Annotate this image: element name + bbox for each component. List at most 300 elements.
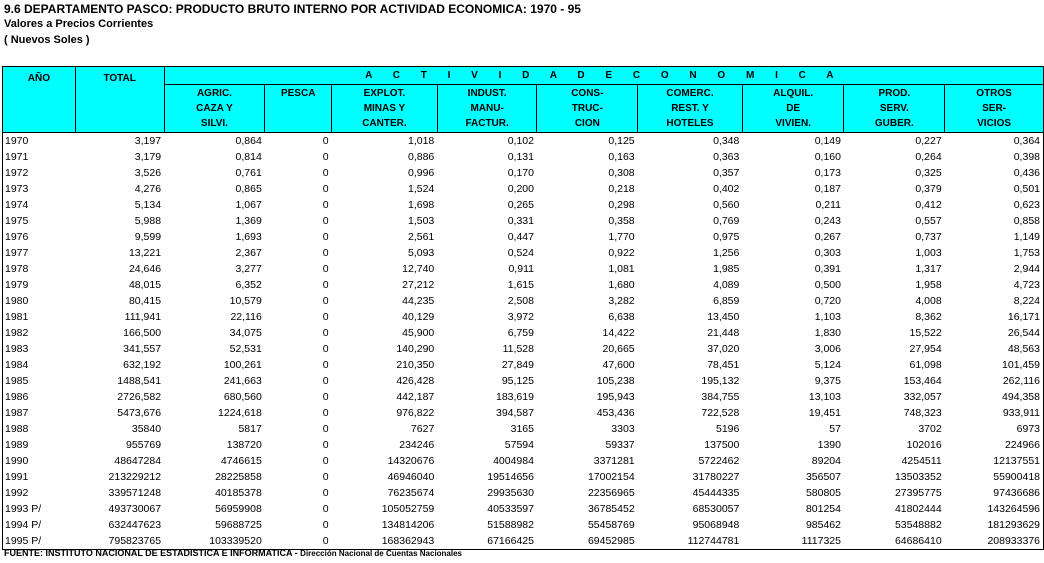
cell-value: 493730067 bbox=[108, 503, 162, 515]
cell-value: 722,528 bbox=[701, 407, 740, 419]
cell-value: 1,317 bbox=[915, 263, 942, 275]
cell-value: 0,200 bbox=[507, 183, 534, 195]
cell-value: 4254511 bbox=[901, 455, 942, 467]
cell-value: 40185378 bbox=[215, 487, 262, 499]
cell-value: 5817 bbox=[238, 423, 262, 435]
cell-year: 1973 bbox=[3, 181, 76, 197]
cell-value: 0,211 bbox=[815, 199, 841, 211]
cell-value: 1,698 bbox=[408, 199, 435, 211]
cell-value: 3,197 bbox=[134, 135, 162, 147]
cell-value: 16,171 bbox=[945, 309, 1044, 325]
cell-value: 3,179 bbox=[134, 151, 162, 163]
cell-value: 356507 bbox=[805, 471, 841, 483]
cell-year: 1975 bbox=[3, 213, 76, 229]
table-row bbox=[3, 485, 1044, 501]
cell-value: 933,911 bbox=[945, 405, 1044, 421]
cell-value: 48,563 bbox=[945, 341, 1044, 357]
cell-year: 1986 bbox=[3, 389, 76, 405]
table-row bbox=[3, 405, 1044, 421]
cell-value: 46946040 bbox=[387, 471, 435, 483]
table-row bbox=[3, 245, 1044, 261]
cell-value: 0,243 bbox=[814, 215, 841, 227]
cell-value: 4,089 bbox=[713, 279, 740, 291]
cell-value: 453,436 bbox=[596, 407, 635, 419]
cell-value: 0 bbox=[322, 375, 329, 387]
cell-value: 14320676 bbox=[387, 455, 435, 467]
cell-value: 95,125 bbox=[501, 375, 534, 387]
cell-value: 0,364 bbox=[945, 133, 1044, 150]
col-header-line: SER- bbox=[982, 103, 1007, 114]
cell-year: 1989 bbox=[3, 437, 76, 453]
cell-value: 0,922 bbox=[608, 247, 635, 259]
col-header-line: VICIOS bbox=[977, 118, 1012, 129]
cell-value: 0,402 bbox=[713, 183, 740, 195]
cell-value: 0,125 bbox=[608, 135, 635, 147]
cell-value: 55458769 bbox=[587, 519, 635, 531]
cell-value: 0,308 bbox=[608, 167, 635, 179]
col-header-year: AÑO bbox=[3, 67, 76, 133]
table-row bbox=[3, 197, 1044, 213]
cell-value: 0 bbox=[322, 199, 329, 211]
cell-value: 241,663 bbox=[223, 375, 262, 387]
col-header-line: CONS- bbox=[571, 88, 604, 99]
cell-value: 0 bbox=[322, 295, 329, 307]
cell-value: 168362943 bbox=[332, 533, 438, 550]
cell-value: 4,723 bbox=[945, 277, 1044, 293]
cell-value: 0,557 bbox=[915, 215, 942, 227]
cell-value: 181293629 bbox=[945, 517, 1044, 533]
cell-value: 68530057 bbox=[692, 503, 740, 515]
cell-value: 3,282 bbox=[608, 295, 635, 307]
cell-value: 0 bbox=[322, 327, 329, 339]
table-row bbox=[3, 389, 1044, 405]
cell-value: 45,900 bbox=[402, 327, 435, 339]
cell-value: 55900418 bbox=[945, 469, 1044, 485]
cell-value: 53548882 bbox=[894, 519, 942, 531]
cell-value: 0,227 bbox=[915, 135, 942, 147]
col-header-line bbox=[265, 101, 331, 116]
cell-value: 1,103 bbox=[814, 311, 841, 323]
cell-value: 0,303 bbox=[814, 247, 841, 259]
cell-value: 1390 bbox=[817, 439, 841, 451]
cell-value: 5196 bbox=[715, 423, 740, 435]
col-header-line: DE bbox=[786, 103, 801, 114]
cell-value: 52,531 bbox=[229, 343, 262, 355]
cell-value: 1,018 bbox=[408, 135, 435, 147]
table-row bbox=[3, 261, 1044, 277]
col-header-line: FACTUR. bbox=[465, 118, 509, 129]
cell-value: 0,500 bbox=[814, 279, 841, 291]
cell-value: 1,985 bbox=[713, 263, 740, 275]
cell-value: 0,769 bbox=[713, 215, 740, 227]
cell-value: 153,464 bbox=[903, 375, 942, 387]
cell-value: 0,379 bbox=[915, 183, 942, 195]
cell-value: 0,160 bbox=[814, 151, 841, 163]
cell-value: 3165 bbox=[510, 423, 534, 435]
cell-value: 61,098 bbox=[909, 359, 942, 371]
cell-value: 1,753 bbox=[945, 245, 1044, 261]
cell-value: 0 bbox=[322, 279, 329, 291]
col-header-line: MINAS Y bbox=[363, 103, 406, 114]
source-detail: Dirección Nacional de Cuentas Nacionales bbox=[300, 549, 463, 558]
cell-year: 1992 bbox=[3, 485, 76, 501]
cell-value: 494,358 bbox=[945, 389, 1044, 405]
cell-year: 1970 bbox=[3, 133, 76, 150]
cell-value: 13,221 bbox=[128, 247, 162, 259]
col-header-line: PESCA bbox=[280, 88, 316, 99]
cell-value: 103339520 bbox=[164, 533, 265, 550]
cell-value: 64686410 bbox=[844, 533, 945, 550]
cell-value: 0,412 bbox=[915, 199, 942, 211]
cell-value: 208933376 bbox=[945, 533, 1044, 550]
cell-value: 632,192 bbox=[123, 359, 162, 371]
cell-value: 1,524 bbox=[408, 183, 435, 195]
cell-value: 2,561 bbox=[408, 231, 435, 243]
cell-value: 8,224 bbox=[945, 293, 1044, 309]
cell-value: 56959908 bbox=[215, 503, 262, 515]
cell-value: 0 bbox=[322, 391, 329, 403]
cell-value: 44,235 bbox=[402, 295, 435, 307]
cell-value: 0,265 bbox=[507, 199, 534, 211]
col-header-line: GUBER. bbox=[874, 118, 914, 129]
table-row bbox=[3, 501, 1044, 517]
cell-year: 1987 bbox=[3, 405, 76, 421]
cell-value: 67166425 bbox=[437, 533, 537, 550]
cell-value: 143264596 bbox=[945, 501, 1044, 517]
cell-value: 1,680 bbox=[608, 279, 635, 291]
cell-value: 97436686 bbox=[945, 485, 1044, 501]
cell-year: 1981 bbox=[3, 309, 76, 325]
cell-value: 0,102 bbox=[507, 135, 534, 147]
cell-value: 138720 bbox=[226, 439, 262, 451]
cell-value: 224966 bbox=[945, 437, 1044, 453]
cell-value: 0,149 bbox=[814, 135, 841, 147]
col-header-line: VIVIEN. bbox=[775, 118, 811, 129]
source-label: FUENTE: INSTITUTO NACIONAL DE ESTADISTICA E INFORMATICA - bbox=[4, 548, 301, 558]
cell-value: 102016 bbox=[906, 439, 942, 451]
cell-value: 45444335 bbox=[692, 487, 740, 499]
cell-value: 59688725 bbox=[215, 519, 262, 531]
cell-value: 0 bbox=[322, 487, 329, 499]
cell-value: 140,290 bbox=[396, 343, 435, 355]
cell-value: 134814206 bbox=[381, 519, 435, 531]
cell-value: 36785452 bbox=[587, 503, 635, 515]
cell-value: 183,619 bbox=[496, 391, 534, 403]
cell-value: 0,436 bbox=[945, 165, 1044, 181]
cell-value: 51588982 bbox=[487, 519, 534, 531]
cell-value: 0 bbox=[322, 263, 329, 275]
cell-value: 0,524 bbox=[507, 247, 534, 259]
cell-value: 0,865 bbox=[235, 183, 262, 195]
cell-value: 0,357 bbox=[713, 167, 740, 179]
cell-value: 0 bbox=[322, 455, 329, 467]
cell-year: 1980 bbox=[3, 293, 76, 309]
col-header-line: SILVI. bbox=[200, 118, 228, 129]
cell-value: 3,006 bbox=[814, 343, 841, 355]
cell-year: 1988 bbox=[3, 421, 76, 437]
cell-value: 48,015 bbox=[128, 279, 162, 291]
cell-value: 3,277 bbox=[235, 263, 262, 275]
cell-value: 13,450 bbox=[707, 311, 740, 323]
cell-value: 4004984 bbox=[493, 455, 534, 467]
cell-value: 1,003 bbox=[915, 247, 942, 259]
cell-value: 0,501 bbox=[945, 181, 1044, 197]
col-header-line: OTROS bbox=[976, 88, 1012, 99]
cell-value: 27,954 bbox=[909, 343, 942, 355]
cell-value: 78,451 bbox=[707, 359, 740, 371]
table-row bbox=[3, 213, 1044, 229]
cell-value: 6,352 bbox=[235, 279, 262, 291]
cell-value: 0 bbox=[322, 359, 329, 371]
col-header-line: AGRIC. bbox=[196, 88, 232, 99]
cell-year: 1991 bbox=[3, 469, 76, 485]
cell-value: 1,149 bbox=[945, 229, 1044, 245]
cell-value: 5,124 bbox=[814, 359, 841, 371]
table-row bbox=[3, 133, 1044, 150]
cell-value: 22,116 bbox=[230, 311, 262, 323]
cell-value: 0,886 bbox=[408, 151, 435, 163]
col-header-line bbox=[265, 116, 331, 131]
cell-value: 580805 bbox=[805, 487, 841, 499]
col-header-line: INDUST. bbox=[467, 88, 507, 99]
cell-value: 6,759 bbox=[507, 327, 534, 339]
cell-value: 40533597 bbox=[487, 503, 534, 515]
cell-value: 34,075 bbox=[229, 327, 262, 339]
report-subtitle: Valores a Precios Corrientes bbox=[4, 18, 154, 30]
cell-value: 9,599 bbox=[134, 231, 162, 243]
cell-year: 1977 bbox=[3, 245, 76, 261]
report-title: 9.6 DEPARTAMENTO PASCO: PRODUCTO BRUTO INTERNO POR ACTIVIDAD ECONOMICA: 1970 - 95 bbox=[4, 2, 581, 16]
cell-value: 5,134 bbox=[134, 199, 162, 211]
col-header-line: CANTER. bbox=[362, 118, 407, 129]
cell-value: 0,560 bbox=[713, 199, 740, 211]
cell-value: 14,422 bbox=[602, 327, 635, 339]
cell-value: 40,129 bbox=[402, 311, 435, 323]
cell-value: 1,503 bbox=[408, 215, 435, 227]
cell-value: 955769 bbox=[126, 439, 162, 451]
col-header-line: REST. Y bbox=[671, 103, 709, 114]
cell-value: 6,859 bbox=[713, 295, 740, 307]
cell-value: 0 bbox=[322, 151, 329, 163]
cell-value: 1,830 bbox=[814, 327, 841, 339]
col-header-activity-5 bbox=[638, 85, 743, 133]
cell-value: 15,522 bbox=[909, 327, 942, 339]
cell-value: 0,864 bbox=[235, 135, 262, 147]
cell-value: 0 bbox=[322, 503, 329, 515]
table-header bbox=[3, 67, 1044, 133]
cell-value: 37,020 bbox=[707, 343, 740, 355]
cell-value: 0 bbox=[322, 135, 329, 147]
cell-value: 111,941 bbox=[124, 311, 162, 323]
cell-value: 3,972 bbox=[507, 311, 534, 323]
cell-value: 21,448 bbox=[707, 327, 740, 339]
cell-value: 748,323 bbox=[903, 407, 942, 419]
cell-year: 1993 P/ bbox=[3, 501, 76, 517]
cell-value: 0 bbox=[322, 343, 329, 355]
cell-year: 1985 bbox=[3, 373, 76, 389]
cell-value: 1,256 bbox=[713, 247, 740, 259]
table-row bbox=[3, 517, 1044, 533]
cell-year: 1984 bbox=[3, 357, 76, 373]
cell-value: 195,132 bbox=[701, 375, 740, 387]
cell-value: 426,428 bbox=[396, 375, 435, 387]
cell-value: 112744781 bbox=[638, 533, 743, 550]
cell-value: 632447623 bbox=[108, 519, 162, 531]
table-row bbox=[3, 293, 1044, 309]
col-header-line: HOTELES bbox=[666, 118, 714, 129]
table-row bbox=[3, 357, 1044, 373]
cell-value: 0 bbox=[322, 423, 329, 435]
col-header-activity-2 bbox=[332, 85, 438, 133]
cell-value: 0,761 bbox=[235, 167, 262, 179]
cell-value: 0 bbox=[322, 231, 329, 243]
cell-year: 1976 bbox=[3, 229, 76, 245]
cell-value: 3702 bbox=[918, 423, 942, 435]
cell-value: 1117325 bbox=[742, 533, 844, 550]
cell-value: 5,988 bbox=[134, 215, 162, 227]
cell-value: 0 bbox=[322, 247, 329, 259]
cell-value: 801254 bbox=[805, 503, 841, 515]
col-header-line: MANU- bbox=[470, 103, 504, 114]
col-header-activity-8 bbox=[945, 85, 1044, 133]
cell-value: 12137551 bbox=[945, 453, 1044, 469]
table-row bbox=[3, 437, 1044, 453]
cell-value: 4746615 bbox=[220, 455, 262, 467]
cell-value: 4,008 bbox=[915, 295, 942, 307]
table-row bbox=[3, 229, 1044, 245]
cell-value: 0,218 bbox=[608, 183, 635, 195]
cell-value: 384,755 bbox=[701, 391, 740, 403]
cell-value: 213229212 bbox=[108, 471, 162, 483]
cell-value: 3,526 bbox=[134, 167, 162, 179]
cell-value: 0,814 bbox=[235, 151, 262, 163]
cell-value: 9,375 bbox=[814, 375, 841, 387]
cell-value: 0 bbox=[322, 167, 329, 179]
col-header-line: ALQUIL. bbox=[773, 88, 814, 99]
cell-value: 0,363 bbox=[713, 151, 740, 163]
cell-value: 0,447 bbox=[507, 231, 534, 243]
cell-value: 76235674 bbox=[387, 487, 435, 499]
col-header-line: CAZA Y bbox=[196, 103, 233, 114]
cell-value: 795823765 bbox=[75, 533, 164, 550]
cell-value: 0,267 bbox=[814, 231, 841, 243]
cell-value: 0,720 bbox=[814, 295, 841, 307]
cell-value: 3303 bbox=[611, 423, 635, 435]
cell-value: 332,057 bbox=[903, 391, 942, 403]
cell-value: 210,350 bbox=[396, 359, 435, 371]
cell-value: 262,116 bbox=[945, 373, 1044, 389]
cell-value: 0,325 bbox=[915, 167, 942, 179]
table-body bbox=[3, 133, 1044, 550]
col-header-activity-1 bbox=[265, 85, 332, 133]
cell-value: 12,740 bbox=[402, 263, 435, 275]
cell-value: 0,398 bbox=[945, 149, 1044, 165]
cell-value: 24,646 bbox=[128, 263, 162, 275]
cell-value: 1488,541 bbox=[117, 375, 162, 387]
cell-value: 6,638 bbox=[608, 311, 635, 323]
cell-value: 28225858 bbox=[215, 471, 262, 483]
cell-value: 13,103 bbox=[808, 391, 841, 403]
cell-value: 0,391 bbox=[814, 263, 841, 275]
cell-value: 0 bbox=[322, 215, 329, 227]
table-row bbox=[3, 181, 1044, 197]
cell-value: 985462 bbox=[805, 519, 841, 531]
cell-value: 1,067 bbox=[235, 199, 262, 211]
cell-value: 5473,676 bbox=[117, 407, 162, 419]
cell-value: 35840 bbox=[131, 423, 162, 435]
cell-value: 1224,618 bbox=[218, 407, 262, 419]
cell-value: 95068948 bbox=[692, 519, 740, 531]
table-row bbox=[3, 325, 1044, 341]
col-header-line: PROD. bbox=[878, 88, 911, 99]
cell-value: 234246 bbox=[399, 439, 435, 451]
cell-value: 10,579 bbox=[229, 295, 262, 307]
cell-value: 57594 bbox=[504, 439, 534, 451]
report-units: ( Nuevos Soles ) bbox=[4, 34, 90, 46]
cell-value: 5,093 bbox=[408, 247, 435, 259]
cell-value: 105,238 bbox=[596, 375, 635, 387]
col-header-line: TRUC- bbox=[571, 103, 603, 114]
col-header-activity-4 bbox=[537, 85, 638, 133]
table-row bbox=[3, 373, 1044, 389]
cell-value: 1,081 bbox=[608, 263, 635, 275]
cell-value: 0 bbox=[322, 311, 329, 323]
cell-year: 1978 bbox=[3, 261, 76, 277]
cell-value: 6973 bbox=[945, 421, 1044, 437]
col-header-activity-0 bbox=[164, 85, 265, 133]
cell-value: 137500 bbox=[704, 439, 740, 451]
cell-value: 2,508 bbox=[507, 295, 534, 307]
col-header-line: CION bbox=[574, 118, 600, 129]
cell-value: 0 bbox=[322, 183, 329, 195]
cell-value: 0,187 bbox=[814, 183, 841, 195]
cell-value: 31780227 bbox=[692, 471, 740, 483]
col-header-activity-7 bbox=[844, 85, 945, 133]
cell-value: 29935630 bbox=[487, 487, 534, 499]
cell-value: 27,849 bbox=[501, 359, 534, 371]
cell-value: 27,212 bbox=[402, 279, 435, 291]
cell-value: 59337 bbox=[605, 439, 635, 451]
cell-value: 5722462 bbox=[698, 455, 740, 467]
cell-value: 0 bbox=[322, 519, 329, 531]
col-header-line: COMERC. bbox=[666, 88, 714, 99]
table-row bbox=[3, 309, 1044, 325]
cell-year: 1972 bbox=[3, 165, 76, 181]
table-row bbox=[3, 421, 1044, 437]
cell-value: 166,500 bbox=[123, 327, 162, 339]
cell-value: 195,943 bbox=[596, 391, 635, 403]
cell-value: 0,623 bbox=[945, 197, 1044, 213]
cell-year: 1983 bbox=[3, 341, 76, 357]
cell-value: 394,587 bbox=[496, 407, 534, 419]
cell-value: 0,173 bbox=[814, 167, 841, 179]
col-header-activity-3 bbox=[437, 85, 537, 133]
cell-value: 2726,582 bbox=[117, 391, 162, 403]
cell-year: 1995 P/ bbox=[3, 533, 76, 550]
cell-value: 27395775 bbox=[894, 487, 942, 499]
cell-value: 2,944 bbox=[945, 261, 1044, 277]
cell-value: 0 bbox=[322, 471, 329, 483]
col-header-activity-6 bbox=[742, 85, 844, 133]
cell-value: 976,822 bbox=[396, 407, 435, 419]
cell-value: 0,858 bbox=[945, 213, 1044, 229]
cell-value: 101,459 bbox=[945, 357, 1044, 373]
cell-value: 7627 bbox=[410, 423, 435, 435]
table-row bbox=[3, 453, 1044, 469]
cell-value: 339571248 bbox=[108, 487, 162, 499]
cell-value: 19,451 bbox=[808, 407, 841, 419]
cell-value: 4,276 bbox=[134, 183, 162, 195]
